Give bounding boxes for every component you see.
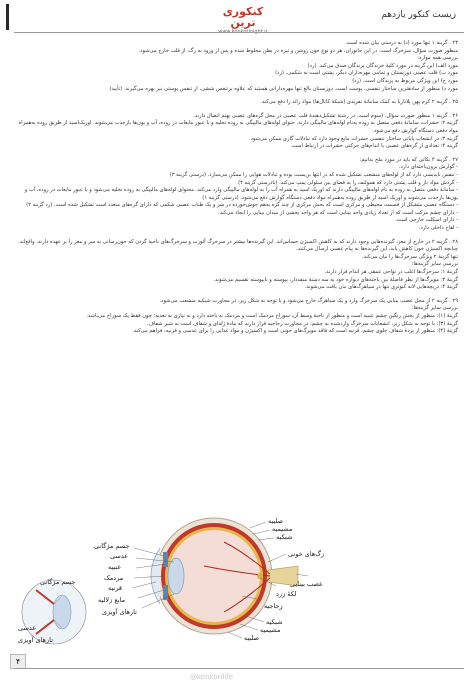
logo-text: کنکوری ترین xyxy=(222,5,264,29)
paragraph: ۲۹ . گزینه ۲ از محل عصب بینایی یک سرخرگ وارد و یک سیاهرگ خارج می‌شود و با توجه به شکل زیر، در مجاورت شبکیه منشعب می‌شود. xyxy=(159,297,458,304)
paragraph: مورد ب) قلب عصبی دوزیستان و تمامی مهره‌داران دیگر، پشتی است نه شکمی. (رد) xyxy=(275,70,458,77)
cornea xyxy=(151,548,160,604)
label-choroid-bottom: مشیمیه xyxy=(260,626,281,634)
label-suspensory-fibers: تارهای آویزی xyxy=(102,608,137,616)
paragraph: ۲۸ . گزینه ۲ در خارج از مغز، گیرنده‌هایی وجود دارند که به کاهش اکسیژن حساس‌اند. این گیرنده‌ها بیشتر در سرخرگ آئورت و سرخرگ‌های ناحیهٔ گردن که خون‌رسانی به سر و مغز را بر عهده دارند، واقع‌اند. چنانچه اکسیژن خون کاهش یابد، این گیرنده‌ها به پیام عصبی ارسال می‌کنند. xyxy=(18,238,458,253)
header-bar xyxy=(6,4,9,30)
paragraph: مورد ج) این ویژگی مربوط به پرندگان است. (رد) xyxy=(352,77,458,84)
label-ciliary-body: جسم مژگانی xyxy=(94,542,130,550)
paragraph: مورد د) منظور از سادهترین ساختار تنفسی، پوست است. دوزیستان بالغ تنها مهره‌دارانی هستند که علاوه برتنفس ششی، از تنفس پوستی نیز بهره می‌گیرند. (تأیید) xyxy=(109,85,458,92)
logo xyxy=(218,6,268,30)
paragraph: گزینه ۳: در انشعاب پایانی ساختار تنفسی حشرات مایع وجود دارد که تبادلات گازی ممکن می‌شود. xyxy=(248,135,458,142)
label-retina: شبکیه xyxy=(276,533,293,541)
label-optic-nerve: عصب بینایی xyxy=(290,580,323,588)
answer-text xyxy=(16,40,458,336)
iris-top xyxy=(163,552,168,567)
watermark: @konkorilife xyxy=(190,673,234,681)
paragraph: تنها گزینهٔ ۲ ویژگی سرخرگ‌ها را بیان می‌کند. xyxy=(361,253,458,260)
eye-diagram xyxy=(14,512,334,650)
label-aqueous-humor: مایع زلالیه xyxy=(98,596,126,604)
label-vitreous: زجاجیه xyxy=(264,602,283,610)
paragraph: منظور صورت سؤال، سرخرگ است. در این جانوران، هر دو نوع خون روشن و تیره در بطن مخلوط شده و پس از ورود به رگ، از قلب خارج می‌شود. xyxy=(138,47,458,54)
paragraph: - سامانهٔ دفعی متصل به روده به نام لوله‌های مالپیگی دارند که اوریک اسید به همراه آب را به لوله‌های مالپیگی وارد می‌کند. محتوای لوله‌های مالپیگی به روده تخلیه می‌شود و با عبور مایعات در روده، آب و یون‌ها بازجذب می‌شوند و اوریک اسید از طریق روده به‌همراه مواد دفعی دستگاه گوارش دفع می‌شود. (درستی گزینه ۱) xyxy=(24,187,458,201)
paragraph: گزینهٔ (۴): منظور از پردهٔ شفاف جلوی چشم، قرنیه است که فاقد مویرگ‌های خونی است و اکسیژن و مواد غذایی را برای عدسی و قرنیه، فراهم می‌کند. xyxy=(132,328,458,335)
paragraph: بررسی همه موارد: xyxy=(417,55,458,62)
paragraph: گزینهٔ ۴: دریچه‌هایی لانه کبوتری تنها در سیاهرگ‌های بدن یافت می‌شوند. xyxy=(304,284,458,291)
paragraph: گزینه ۴: تعدادی از گره‌های عصبی یا اندام‌های حرکتی حشرات در ارتباط است. xyxy=(290,143,458,150)
paragraph: گزینهٔ (۳): با توجه به شکل زیر، انشعابات سرخرگ واردشده به چشم، در مجاورت زجاجیه قرار دارند که مادهٔ ژله‌ای و شفاف است نه شیر شفاف. xyxy=(147,320,458,327)
inset-label-lens: عدسی xyxy=(18,624,37,632)
paragraph: ۲۶ . گزینه ۱ منظور صورت سؤال، (سوم است. در رشتهٔ تشکیل‌دهندهٔ قلب عصبی در محل گره‌های عصبی بهتم اتصال دارند. xyxy=(193,112,458,119)
label-sclera: صلبیه xyxy=(268,517,284,525)
label-blood-vessels: رگ‌های خونی xyxy=(288,550,325,558)
paragraph: مورد الف) این گزینه در مورد کلیهٔ خزندگان پرندگان صدق می‌کند. (رد) xyxy=(307,62,458,69)
paragraph: بررسی سایر گزینه‌ها: xyxy=(411,305,458,312)
paragraph: ۲۷ . گزینه ۴ نکاتی که باید در مورد ملخ بدانیم: xyxy=(359,156,458,163)
label-lens: عدسی xyxy=(110,552,129,560)
header-divider xyxy=(14,32,464,33)
paragraph: - گوارش برون‌یاخته‌ای دارد. xyxy=(398,164,458,171)
paragraph: - دستگاه عصبی متشکل از قسمت محیطی و مرکزی است که بخش مرکزی از چند گره به‌هم جوش‌خورده در سر و یک طناب عصبی شکمی که دارای گره‌های متعدد است تشکیل شده است. (رد گزینه ۲) xyxy=(26,202,458,209)
page-title: زیست کنکور یازدهم xyxy=(381,10,456,20)
paragraph: - لقاح داخلی دارد. xyxy=(418,225,458,232)
paragraph: گزینهٔ ۳: مویرگ‌ها از نظر فاصلهٔ بین یاخته‌های دیواره خود به سه دستهٔ منفذدار، پیوسته و ناپیوسته تقسیم می‌شوند. xyxy=(213,276,458,283)
paragraph: گزینهٔ ۱: سرخرگ‌ها اغلب در نواحی عمقی هر اندام قرار دارند. xyxy=(324,269,458,276)
inset-label-ciliary-body: جسم مژگانی xyxy=(40,578,76,586)
label-iris: عنبیه xyxy=(108,563,122,571)
paragraph: - تنفس نایدیسی دارد که از لوله‌های منشعب تشکیل شده که در انتها بن‌بست بوده و تبادلات هوایی را ممکن می‌سازد. (درستی گزینه ۳) xyxy=(169,171,458,178)
paragraph: ۲۵ . گزینه ۲ کرم پهن پلاناریا به کمک سامانهٔ نفریدی (شبکهٔ کانال‌ها) مواد زائد را دفع می‌کند. xyxy=(260,99,458,106)
lens xyxy=(168,558,184,594)
label-pupil: مردمک xyxy=(104,574,124,582)
label-choroid: مشیمیه xyxy=(272,525,293,533)
inset-label-fibers: تارهای آویزی xyxy=(18,636,53,644)
paragraph: - دارای چشم مرکب است که از تعداد زیادی واحد بینایی است که هر واحد بخشی از میدان بینایی را ایجاد می‌کند. xyxy=(217,209,458,216)
paragraph: بررسی سایر گزینه‌ها: xyxy=(411,261,458,268)
paragraph: ۲۴ . گزینه ۱ تنها مورد (د) به درستی بیان شده است. xyxy=(345,40,458,46)
label-yellow-spot: لکهٔ زرد xyxy=(276,590,297,598)
paragraph: - گردش مواد باز و قلب پشتی دارد که همولنف را به فضای بین سلولی پمپ می‌کند. (نادرستی گزینه ۴) xyxy=(238,179,458,186)
eye-diagram-svg xyxy=(14,512,334,650)
label-sclera-bottom: صلبیه xyxy=(244,634,260,642)
paragraph: گزینه ۲: حشرات، سامانهٔ دفعی متصل به روده به‌نام لوله‌های مالپیگی دارند. حتوای لوله‌های مالپیگی به روده تخلیه و با عبور مایعات در روده، آب و یون‌ها بازجذب می‌شوند. اوریک‌اسید از طریق روده به‌همراه مواد دفعی دستگاه گوارش دفع می‌شود. xyxy=(18,120,458,134)
paragraph: گزینهٔ (۱): منظور از بخش رنگین چشم عنبیه است و منظور از ناحیهٔ وسط آن، سوراخ مردمک است و مردمک نه یاخته دارد و نه نیازی به تغذیه؛ چون فقط یک سوراخ می‌باشد. xyxy=(86,313,458,319)
footer-divider xyxy=(14,668,464,669)
paragraph: - دارای اسکلت خارجی است. xyxy=(394,217,458,224)
inset-lens xyxy=(53,595,71,629)
page-number: ۴ xyxy=(10,654,26,669)
label-retina-bottom: شبکیه xyxy=(266,618,283,626)
label-cornea: قرنیه xyxy=(108,584,122,592)
